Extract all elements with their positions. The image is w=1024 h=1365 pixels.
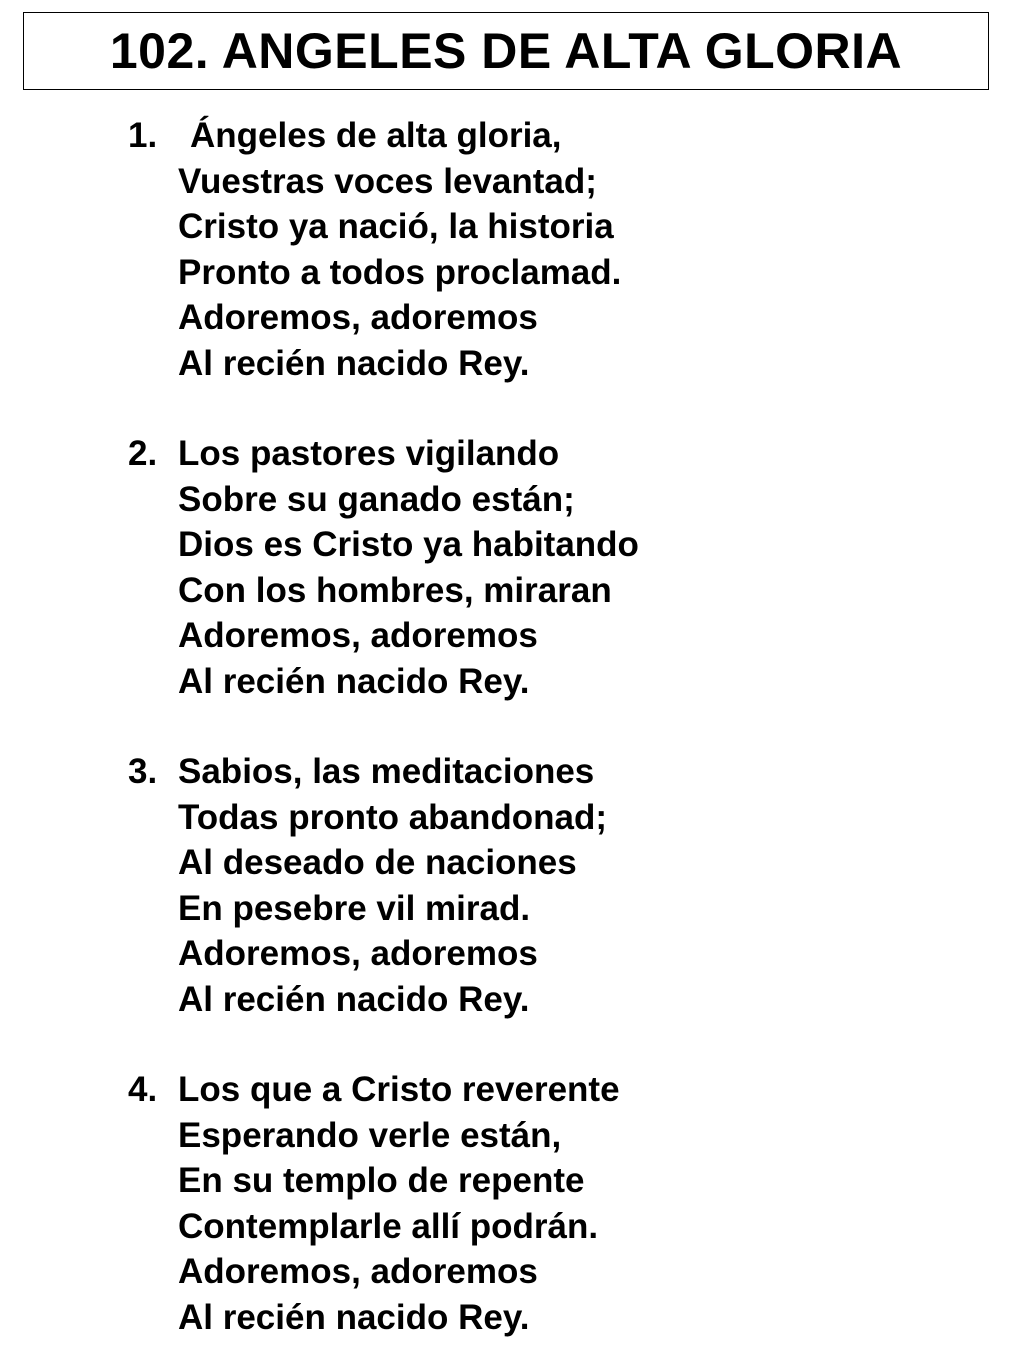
verse-line-text: Con los hombres, miraran bbox=[178, 570, 612, 610]
verse-line-text: Al recién nacido Rey. bbox=[178, 343, 530, 383]
verse-line bbox=[128, 659, 639, 705]
verse-line-text: En pesebre vil mirad. bbox=[178, 888, 531, 928]
verse-number: 4. bbox=[128, 1070, 158, 1109]
verse-line bbox=[128, 250, 639, 296]
verse-line bbox=[128, 886, 639, 932]
verse-number: 1. bbox=[128, 116, 158, 155]
verse-line-text: Adoremos, adoremos bbox=[178, 616, 538, 655]
verse-line-text: Ángeles de alta gloria, bbox=[190, 116, 562, 155]
verse-line bbox=[128, 1113, 639, 1159]
verse-line bbox=[128, 568, 639, 614]
verse-line-text: Adoremos, adoremos bbox=[178, 934, 538, 973]
verse-line-text: Todas pronto abandonad; bbox=[178, 797, 608, 837]
verse-line bbox=[128, 1067, 639, 1113]
verse-line bbox=[128, 1249, 639, 1295]
verse-line bbox=[128, 613, 639, 659]
verse-line bbox=[128, 1295, 639, 1341]
verse-line bbox=[128, 749, 639, 795]
verse-line bbox=[128, 522, 639, 568]
verse-line-text: Cristo ya nació, la historia bbox=[178, 207, 614, 246]
verse-1 bbox=[128, 113, 639, 386]
verse-line-text: Vuestras voces levantad; bbox=[178, 161, 597, 201]
verse-line-text: Contemplarle allí podrán. bbox=[178, 1206, 599, 1246]
verse-line-text: Sobre su ganado están; bbox=[178, 479, 575, 519]
verse-line-text: Pronto a todos proclamad. bbox=[178, 252, 622, 292]
verse-line-text: Sabios, las meditaciones bbox=[178, 752, 595, 791]
verse-line-text: Al recién nacido Rey. bbox=[178, 661, 530, 701]
verse-line bbox=[128, 159, 639, 205]
verses-container bbox=[128, 113, 639, 1340]
verse-2 bbox=[128, 431, 639, 704]
verse-line bbox=[128, 840, 639, 886]
verse-line bbox=[128, 204, 639, 250]
verse-line bbox=[128, 931, 639, 977]
verse-line bbox=[128, 341, 639, 387]
verse-3 bbox=[128, 749, 639, 1022]
verse-line bbox=[128, 977, 639, 1023]
verse-line-text: En su templo de repente bbox=[178, 1161, 585, 1200]
verse-line bbox=[128, 1158, 639, 1204]
verse-line-text: Esperando verle están, bbox=[178, 1115, 562, 1155]
verse-line-text: Los que a Cristo reverente bbox=[178, 1070, 620, 1109]
verse-line-text: Al recién nacido Rey. bbox=[178, 1297, 530, 1337]
verse-4 bbox=[128, 1067, 639, 1340]
title-box bbox=[23, 12, 989, 90]
verse-number: 3. bbox=[128, 752, 158, 791]
verse-line-text: Adoremos, adoremos bbox=[178, 1252, 538, 1291]
verse-line bbox=[128, 1204, 639, 1250]
verse-line bbox=[128, 477, 639, 523]
verse-line bbox=[128, 795, 639, 841]
verse-line-text: Al deseado de naciones bbox=[178, 843, 577, 882]
verse-line-text: Al recién nacido Rey. bbox=[178, 979, 530, 1019]
page-title: 102. ANGELES DE ALTA GLORIA bbox=[109, 23, 903, 79]
verse-line bbox=[128, 431, 639, 477]
verse-line-text: Dios es Cristo ya habitando bbox=[178, 525, 639, 564]
verse-line-text: Adoremos, adoremos bbox=[178, 298, 538, 337]
verse-number: 2. bbox=[128, 434, 158, 473]
verse-line-text: Los pastores vigilando bbox=[178, 434, 560, 473]
verse-line bbox=[128, 295, 639, 341]
verse-line bbox=[128, 113, 639, 159]
